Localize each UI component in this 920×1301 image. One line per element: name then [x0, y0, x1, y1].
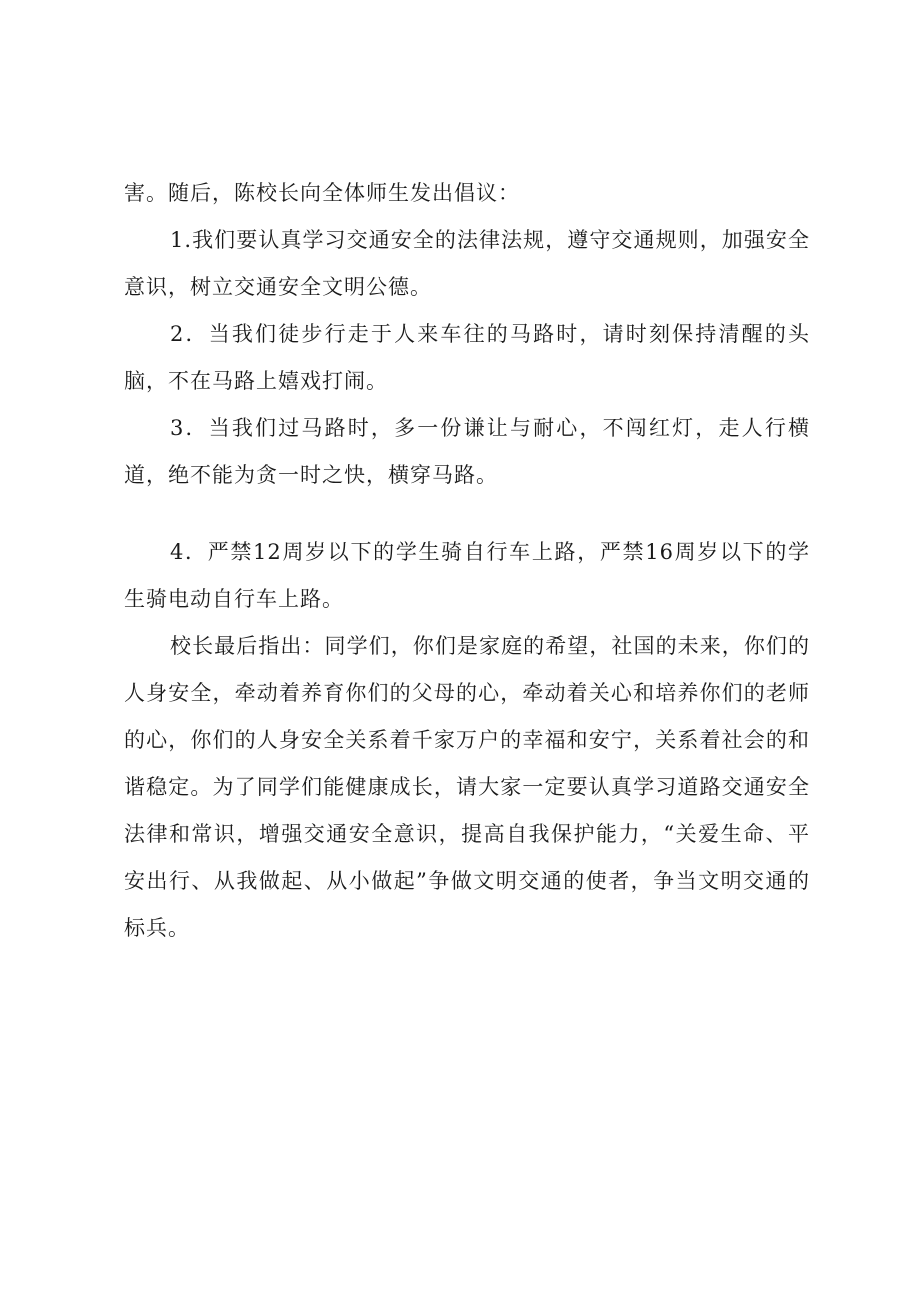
paragraph-item-3: 3．当我们过马路时，多一份谦让与耐心，不闯红灯，走人行横道，绝不能为贪一时之快，横穿马路。 [124, 416, 810, 487]
document-body [124, 170, 810, 952]
paragraph-item-1: 1.我们要认真学习交通安全的法律法规，遵守交通规则，加强安全意识，树立交通安全文明公德。 [124, 228, 810, 299]
paragraph-intro: 害。随后，陈校长向全体师生发出倡议： [124, 181, 520, 205]
paragraph-item-4: 4．严禁12周岁以下的学生骑自行车上路，严禁16周岁以下的学生骑电动自行车上路。 [124, 540, 810, 611]
paragraph-item-2: 2．当我们徒步行走于人来车往的马路时，请时刻保持清醒的头脑，不在马路上嬉戏打闹。 [124, 322, 810, 393]
paragraph-conclusion: 校长最后指出：同学们，你们是家庭的希望，社国的未来，你们的人身安全，牵动着养育你们的父母的心，牵动着关心和培养你们的老师的心，你们的人身安全关系着千家万户的幸福和安宁，关系着社会的和谐稳定。为了同学们能健康成长，请大家一定要认真学习道路交通安全法律和常识，增强交通安全意识，提高自我保护能力，“关爱生命、平安出行、从我做起、从小做起”争做文明交通的使者，争当文明交通的标兵。 [124, 634, 810, 940]
